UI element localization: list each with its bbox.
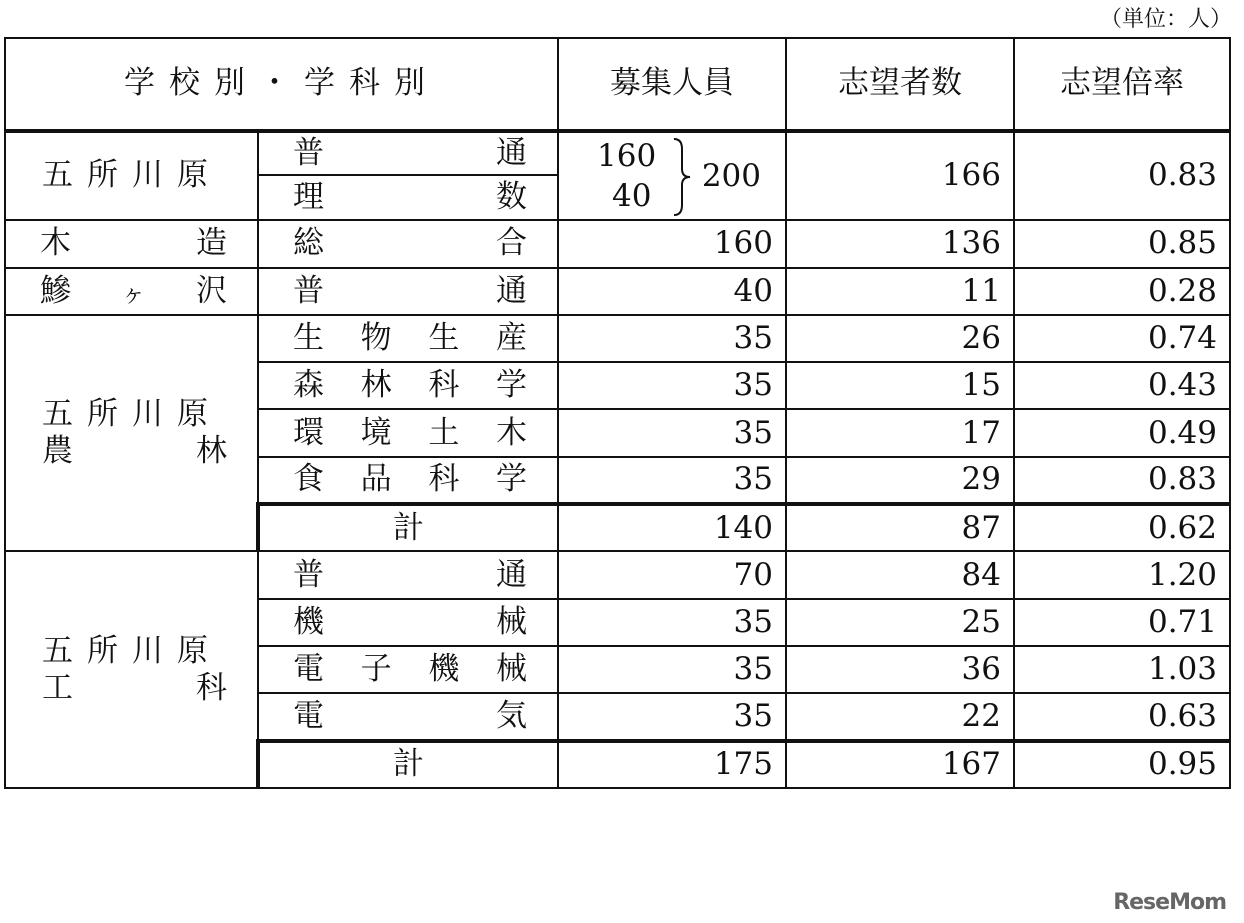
header-school-dept: 学校別・学科別	[5, 38, 558, 131]
ratio-total: 0.62	[1014, 504, 1230, 551]
capacity-cell: 160	[558, 220, 786, 267]
capacity-total: 175	[558, 741, 786, 788]
applicants-total: 167	[786, 741, 1014, 788]
dept-name: 電 気	[258, 693, 558, 740]
capacity-value: 40	[612, 177, 652, 214]
ratio-cell: 0.83	[1014, 457, 1230, 504]
unit-note: （単位：人）	[1100, 7, 1233, 32]
dept-name: 総 合	[258, 220, 558, 267]
applicants-cell: 84	[786, 551, 1014, 598]
ratio-total: 0.95	[1014, 741, 1230, 788]
applicants-cell: 11	[786, 268, 1014, 315]
dept-name: 生 物 生 産	[258, 315, 558, 362]
table-row	[5, 551, 1230, 598]
school-name: 鰺 ヶ 沢	[5, 268, 258, 315]
header-row	[5, 38, 1230, 131]
applicants-cell: 17	[786, 409, 1014, 456]
resemom-logo: ReseMom	[1113, 890, 1226, 915]
header-capacity: 募集人員	[558, 38, 786, 131]
dept-name: 普 通	[258, 551, 558, 598]
ratio-cell: 0.43	[1014, 362, 1230, 409]
capacity-cell: 35	[558, 693, 786, 740]
capacity-cell: 35	[558, 409, 786, 456]
capacity-cell: 70	[558, 551, 786, 598]
ratio-cell: 0.49	[1014, 409, 1230, 456]
dept-name: 電 子 機 械	[258, 646, 558, 693]
brace-icon	[672, 137, 694, 217]
ratio-cell: 0.71	[1014, 599, 1230, 646]
table-row	[5, 315, 1230, 362]
table-row	[5, 131, 1230, 176]
dept-name: 普 通	[258, 131, 558, 176]
table-row	[5, 220, 1230, 267]
applicants-total: 87	[786, 504, 1014, 551]
applicants-cell: 26	[786, 315, 1014, 362]
capacity-cell: 35	[558, 315, 786, 362]
table-row	[5, 268, 1230, 315]
dept-name: 普 通	[258, 268, 558, 315]
ratio-cell: 0.63	[1014, 693, 1230, 740]
applicants-cell: 36	[786, 646, 1014, 693]
school-name: 五所川原 工 科	[5, 551, 258, 788]
header-ratio: 志望倍率	[1014, 38, 1230, 131]
ratio-cell: 0.74	[1014, 315, 1230, 362]
dept-name: 理 数	[258, 175, 558, 220]
total-label: 計	[258, 741, 558, 788]
capacity-cell: 35	[558, 362, 786, 409]
applicant-table	[4, 37, 1231, 789]
applicants-cell: 136	[786, 220, 1014, 267]
applicants-cell: 22	[786, 693, 1014, 740]
total-label: 計	[258, 504, 558, 551]
dept-name: 食 品 科 学	[258, 457, 558, 504]
applicants-cell: 15	[786, 362, 1014, 409]
capacity-cell	[558, 131, 786, 221]
school-name: 木 造	[5, 220, 258, 267]
capacity-total: 200	[701, 157, 761, 194]
capacity-cell: 35	[558, 599, 786, 646]
ratio-cell: 1.03	[1014, 646, 1230, 693]
ratio-cell: 0.85	[1014, 220, 1230, 267]
capacity-cell: 40	[558, 268, 786, 315]
ratio-cell: 0.83	[1014, 131, 1230, 221]
capacity-cell: 35	[558, 457, 786, 504]
applicants-cell: 29	[786, 457, 1014, 504]
dept-name: 機 械	[258, 599, 558, 646]
capacity-cell: 35	[558, 646, 786, 693]
header-applicants: 志望者数	[786, 38, 1014, 131]
ratio-cell: 0.28	[1014, 268, 1230, 315]
applicants-cell: 25	[786, 599, 1014, 646]
applicants-cell: 166	[786, 131, 1014, 221]
capacity-total: 140	[558, 504, 786, 551]
dept-name: 環 境 土 木	[258, 409, 558, 456]
ratio-cell: 1.20	[1014, 551, 1230, 598]
dept-name: 森 林 科 学	[258, 362, 558, 409]
school-name: 五所川原	[5, 131, 258, 221]
capacity-value: 160	[597, 137, 657, 174]
school-name: 五所川原 農 林	[5, 315, 258, 552]
